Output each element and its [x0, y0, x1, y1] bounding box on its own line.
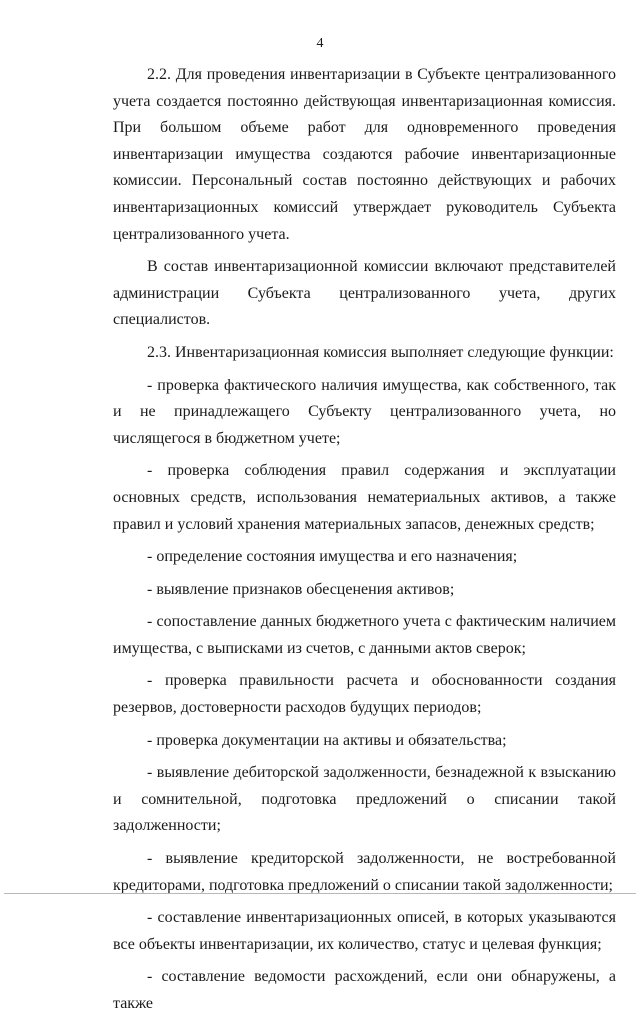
list-item-function-9: - выявление кредиторской задолженности, не востребованной кредиторами, подготовка предложений о списании такой задолженности; [113, 850, 616, 894]
scan-edge-line [4, 893, 636, 894]
list-item-function-2: - проверка соблюдения правил содержания и эксплуатации основных средств, использования нематериальных активов, а также правил и условий хранения материальных запасов, денежных средств; [113, 462, 616, 533]
list-item-function-1: - проверка фактического наличия имущества, как собственного, так и не принадлежащего Субъекту централизованного учета, но числящегося в бюджетном учете; [113, 376, 616, 447]
list-item-function-3: - определение состояния имущества и его назначения; [147, 548, 518, 566]
paragraph-2-3: 2.3. Инвентаризационная комиссия выполняет следующие функции: [147, 343, 614, 361]
list-item-function-4: - выявление признаков обесценения активов; [147, 580, 455, 598]
list-item-function-10: - составление инвентаризационных описей, в которых указываются все объекты инвентаризации, их количество, статус и целевая функция; [113, 909, 616, 953]
paragraph-2-2: 2.2. Для проведения инвентаризации в Субъекте централизованного учета создается постоянно действующая инвентаризационная комиссия. При большом объеме работ для одновременного проведения инвентаризации имущества создаются рабочие инвентаризационные комиссии. Персональный состав постоянно действующих и рабочих инвентаризационных комиссий утверждает руководитель Субъекта централизованного учета. [113, 66, 616, 243]
list-item-function-7: - проверка документации на активы и обязательства; [147, 731, 507, 749]
page-number: 4 [316, 36, 324, 51]
document-body [113, 62, 616, 1018]
paragraph-commission-composition: В состав инвентаризационной комиссии включают представителей администрации Субъекта централизованного учета, других специалистов. [113, 258, 616, 329]
list-item-function-5: - сопоставление данных бюджетного учета с фактическим наличием имущества, с выписками из счетов, с данными актов сверок; [113, 613, 616, 657]
list-item-function-8: - выявление дебиторской задолженности, безнадежной к взысканию и сомнительной, подготовка предложений о списании такой задолженности; [113, 764, 616, 835]
list-item-function-11: - составление ведомости расхождений, если они обнаружены, а также [113, 968, 616, 1012]
list-item-function-6: - проверка правильности расчета и обоснованности создания резервов, достоверности расходов будущих периодов; [113, 672, 616, 717]
